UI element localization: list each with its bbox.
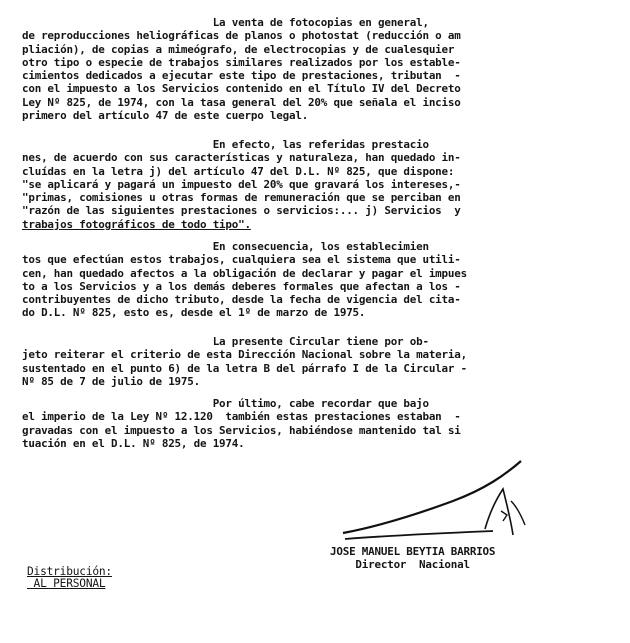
text-line: sustentado en el punto 6) de la letra B del párrafo I de la Circular - [22,361,467,375]
text-line: tos que efectúan estos trabajos, cualquiera sea el sistema que utili- [22,253,461,267]
text-line: de reproducciones heliográficas de planos o photostat (reducción o am [22,29,461,43]
text-line: do D.L. Nº 825, esto es, desde el 1º de marzo de 1975. [22,306,366,320]
signatory-title: Director Nacional [330,558,470,572]
text-line: "se aplicará y pagará un impuesto del 20% que gravará los intereses,- [22,177,461,191]
text-line: "razón de las siguientes prestaciones o servicios:... j) Servicios y [22,204,461,218]
text-line: La presente Circular tiene por ob- [22,335,429,348]
text-line: cluídas en la letra j) del artículo 47 del D.L. Nº 825, que dispone: [22,164,455,178]
text-line: gravadas con el impuesto a los Servicios, habiéndose mantenido tal si [22,423,461,437]
text-line: En efecto, las referidas prestacio [22,138,429,151]
paragraph-3 [22,240,622,320]
text-line: tuación en el D.L. Nº 825, de 1974. [22,436,245,450]
signature-block [330,545,590,572]
text-line: to a los Servicios y a los demás deberes formales que afectan a los - [22,279,461,293]
text-line: cimientos dedicados a ejecutar este tipo de prestaciones, tributan - [22,69,461,83]
paragraph-4 [22,335,622,388]
distribution-block [27,566,112,590]
handwritten-signature-icon [335,455,565,550]
text-line: Por último, cabe recordar que bajo [22,397,429,410]
text-line: otro tipo o especie de trabajos similares realizados por los estable- [22,55,461,69]
text-line: Nº 85 de 7 de julio de 1975. [22,374,200,388]
text-line: contribuyentes de dicho tributo, desde la fecha de vigencia del cita- [22,293,461,307]
paragraph-2 [22,138,622,231]
text-line: Ley Nº 825, de 1974, con la tasa general del 20% que señala el inciso [22,95,461,109]
distribution-value: AL PERSONAL [27,577,106,590]
text-line: "primas, comisiones u otras formas de remuneración que se perciban en [22,191,461,205]
text-line: primero del artículo 47 de este cuerpo legal. [22,109,309,123]
text-line: cen, han quedado afectos a la obligación de declarar y pagar el impues [22,266,467,280]
text-line: nes, de acuerdo con sus características y naturaleza, han quedado in- [22,151,461,165]
text-line: pliación), de copias a mimeógrafo, de electrocopias y de cualesquier [22,42,455,56]
signatory-name: JOSE MANUEL BEYTIA BARRIOS [330,545,496,558]
distribution-label: Distribución: [27,565,112,578]
paragraph-5 [22,397,622,450]
text-line-underlined: trabajos fotográficos de todo tipo". [22,217,251,231]
text-line: La venta de fotocopias en general, [22,16,429,29]
text-line: jeto reiterar el criterio de esta Dirección Nacional sobre la materia, [22,348,467,362]
text-line: En consecuencia, los establecimien [22,240,429,253]
text-line: el imperio de la Ley Nº 12.120 también estas prestaciones estaban - [22,410,461,424]
paragraph-1 [22,16,622,122]
text-line: con el impuesto a los Servicios contenido en el Título IV del Decreto [22,82,461,96]
